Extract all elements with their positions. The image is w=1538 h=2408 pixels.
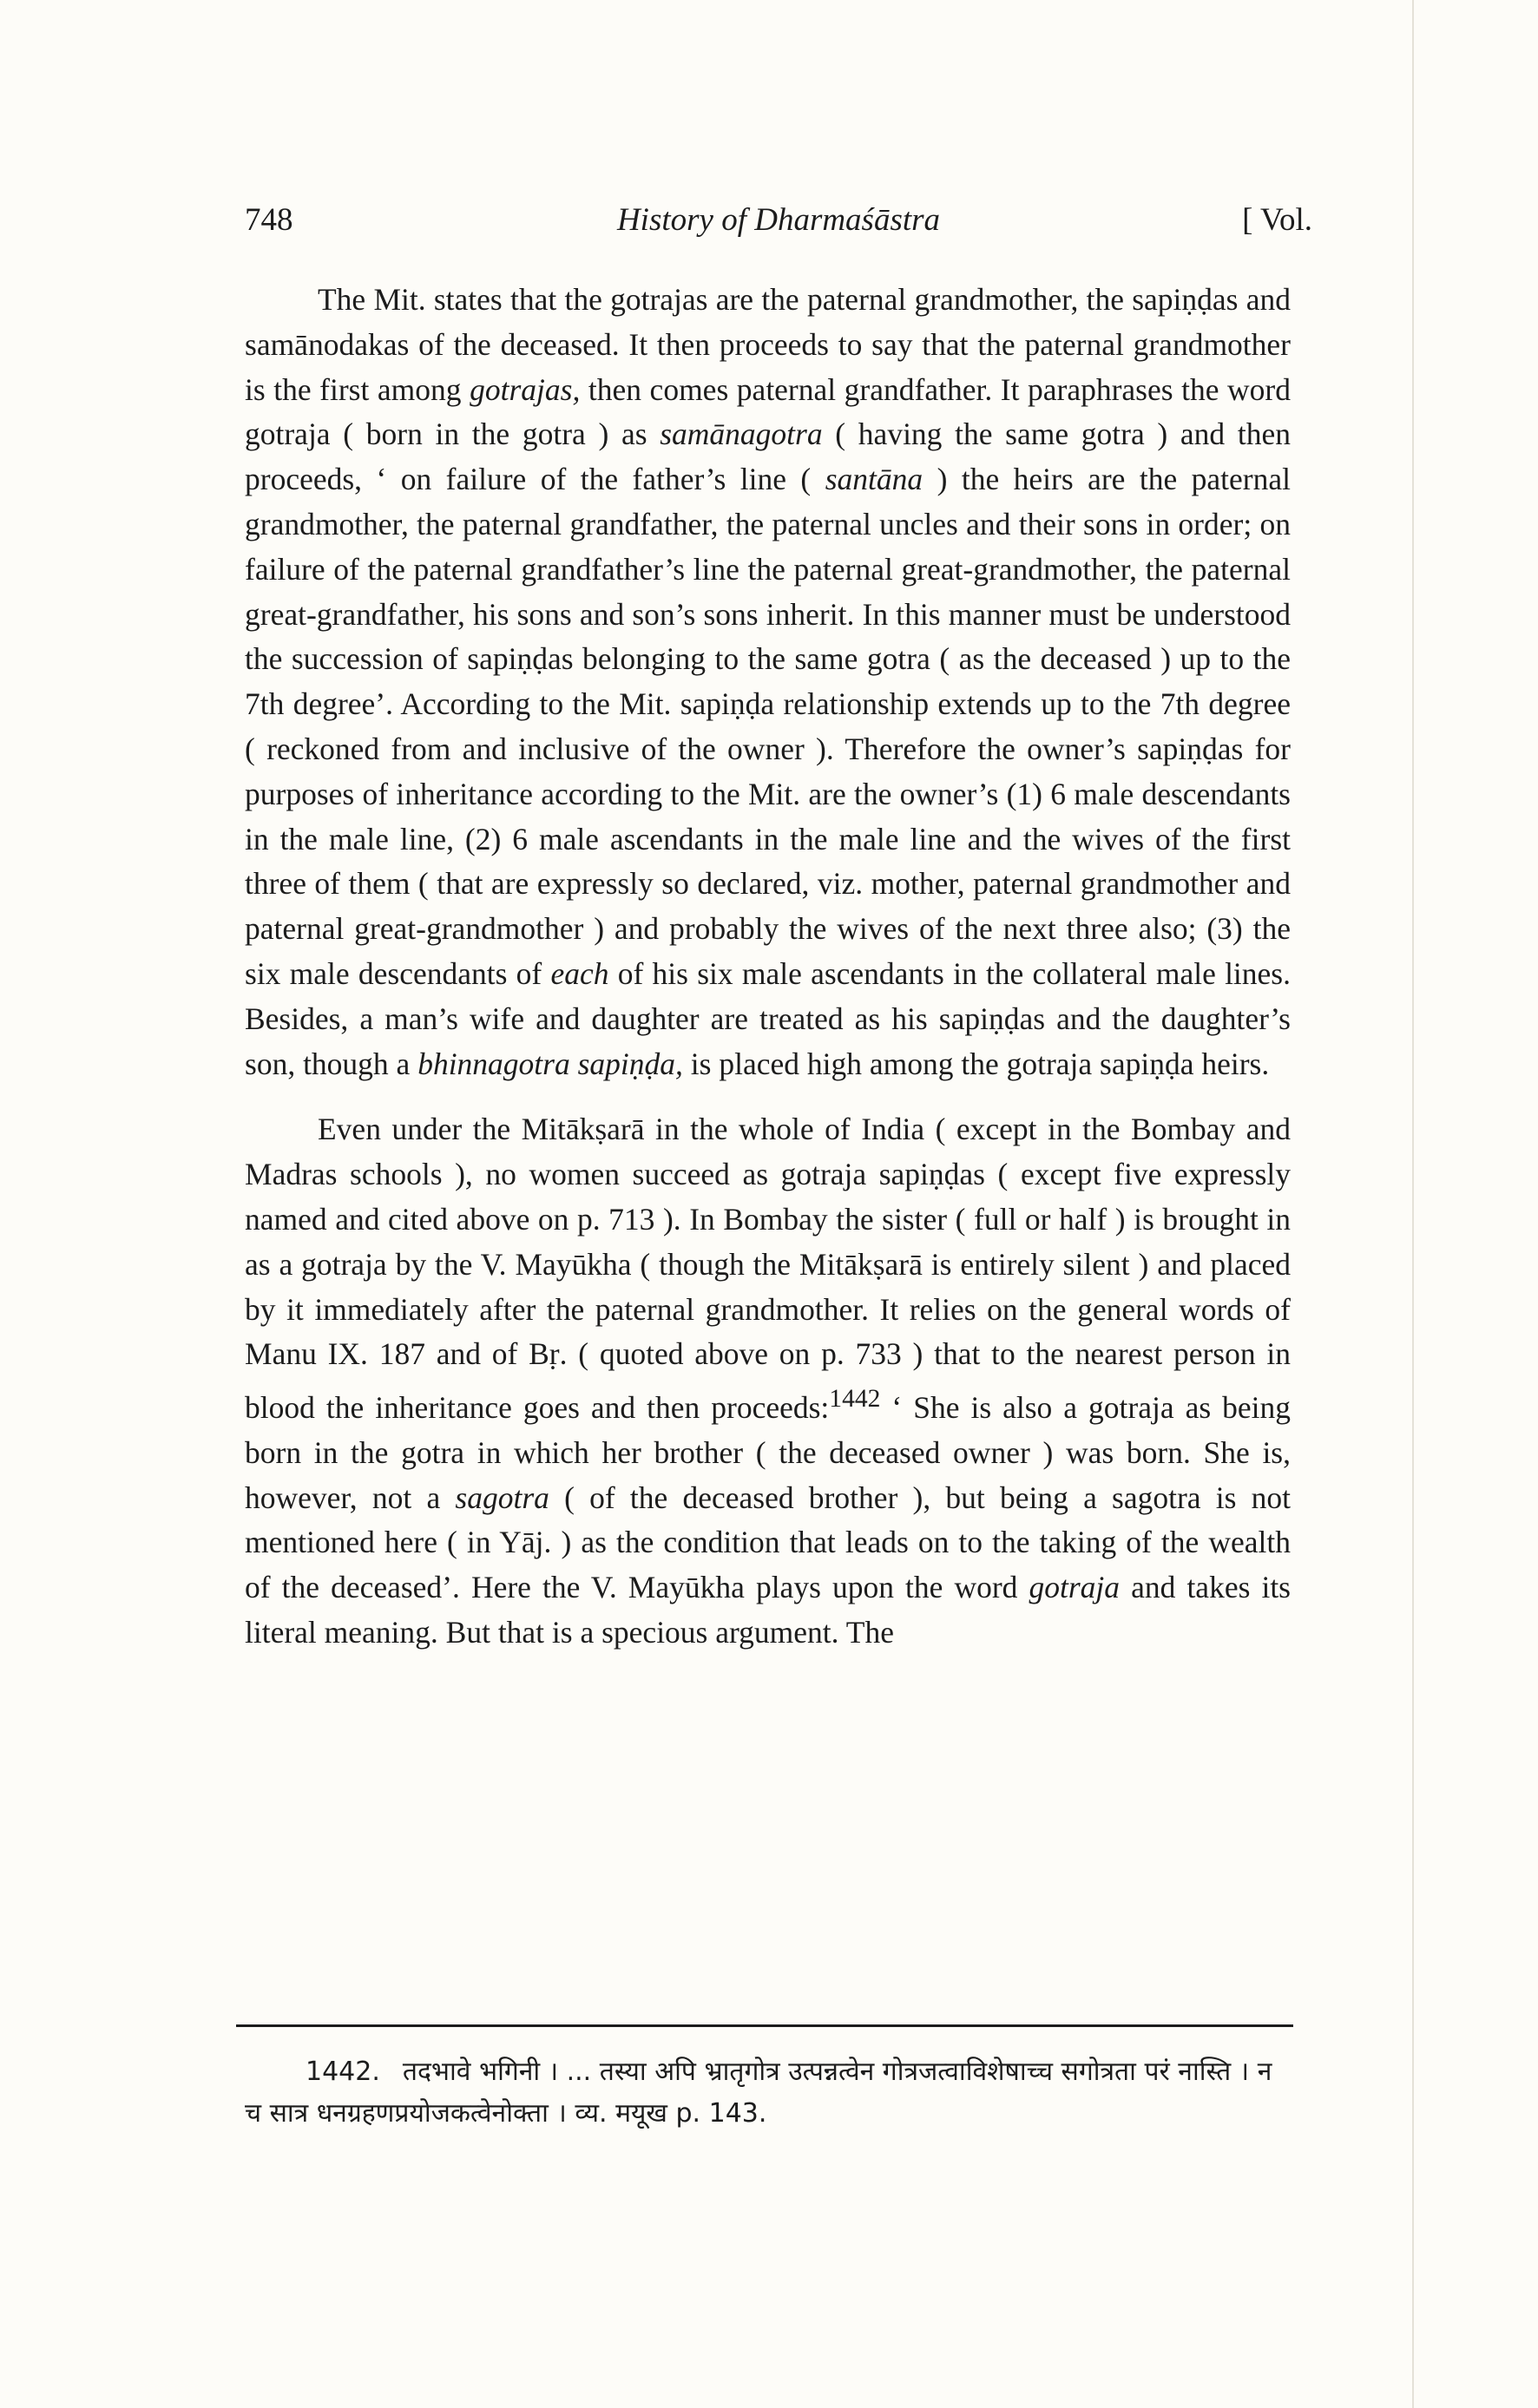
paragraph-gotrajas (245, 278, 1291, 1086)
text-run: ) the heirs are the paternal grandmother, the paternal grandfather, the paternal uncles and their sons in order; on failure of the paternal grandfather’s line the paternal great-grandmother, the paternal great-grandfather, his sons and son’s sons inherit. In this manner must be understood the succession of sapiṇḍas belonging to the same gotra ( as the deceased ) up to the 7th degree’. According to the Mit. sapiṇḍa relationship extends up to the 7th degree ( reckoned from and inclusive of the owner ). Therefore the owner’s sapiṇḍas for purposes of inheritance according to the Mit. are the owner’s (1) 6 male descendants in the male line, (2) 6 male ascendants in the male line and the wives of the first three of them ( that are expressly so declared, viz. mother, paternal grandmother and paternal great-grandmother ) and probably the wives of the next three also; (3) the six male descendants of (245, 462, 1291, 991)
italic-term: samānagotra (660, 417, 823, 452)
footnote-1442 (245, 2051, 1291, 2135)
page-header (245, 201, 1312, 253)
volume-mark: [ Vol. (1242, 202, 1312, 238)
page-number: 748 (245, 202, 293, 238)
italic-term: sagotra (455, 1480, 549, 1515)
text-run: Even under the Mitākṣarā in the whole of India ( except in the Bombay and Madras schools ), no women succeed as gotraja sapiṇḍas ( except five expressly named and cited above on p. 713 ). In Bombay the sister ( full or half ) is brought in as a gotraja by the V. Mayūkha ( though the Mitākṣarā is entirely silent ) and placed by it immediately after the paternal grandmother. It relies on the general words of Manu IX. 187 and of Bṛ. ( quoted above on p. 733 ) that to the nearest person in blood the inheritance goes and then proceeds: (245, 1112, 1291, 1425)
text-run: is placed high among the gotraja sapiṇḍa heirs. (682, 1046, 1270, 1081)
text-run: The Mit. states that the gotrajas are the paternal grandmother, the sapiṇḍas and samānodakas of the deceased. It then proceeds to say that the paternal grandmother is the first among (245, 282, 1291, 407)
footnote-reference: 1442 (829, 1385, 881, 1414)
running-title: History of Dharmaśāstra (616, 202, 941, 238)
text-run: of his six male ascendants in the collateral male lines. Besides, a man’s wife and daughter are treated as his sapiṇḍas and the daughter’s son, though a (245, 955, 1291, 1081)
footnote-number: 1442. (306, 2057, 380, 2087)
main-text (245, 278, 1291, 1676)
italic-term: each (550, 955, 609, 991)
italic-term: gotraja (1029, 1570, 1121, 1605)
italic-term: gotrajas, (470, 371, 581, 407)
text-run: ( having the same gotra ) and then proceeds, ‘ on failure of the father’s line ( (245, 417, 1291, 497)
text-run: and takes its literal meaning. But that is a specious argument. The (245, 1570, 1291, 1650)
page-edge-rule (1412, 0, 1414, 2408)
text-run: ( of the deceased brother ), but being a sagotra is not mentioned here ( in Yāj. ) as the condition that leads on to the taking of the wealth of the deceased’. Here the V. Mayūkha plays upon the word (245, 1480, 1291, 1605)
italic-term: bhinnagotra sapiṇḍa, (417, 1046, 683, 1081)
text-run: then comes paternal grandfather. It paraphrases the word gotraja ( born in the gotra ) as (245, 371, 1291, 452)
footnote-text: तदभावे भगिनी । ... तस्या अपि भ्रातृगोत्र उत्पन्नत्वेन गोत्रजत्वाविशेषाच्च सगोत्रता परं नास्ति । न च सात्र धनग्रहणप्रयोजकत्वेनोक्ता । व्य. मयूख p. 143. (245, 2057, 1272, 2129)
italic-term: santāna (825, 462, 923, 497)
footnote-separator (236, 2024, 1293, 2027)
paragraph-mitaksara (245, 1107, 1291, 1655)
text-run: ‘ She is also a gotraja as being born in the gotra in which her brother ( the deceased owner ) was born. She is, however, not a (245, 1389, 1291, 1515)
